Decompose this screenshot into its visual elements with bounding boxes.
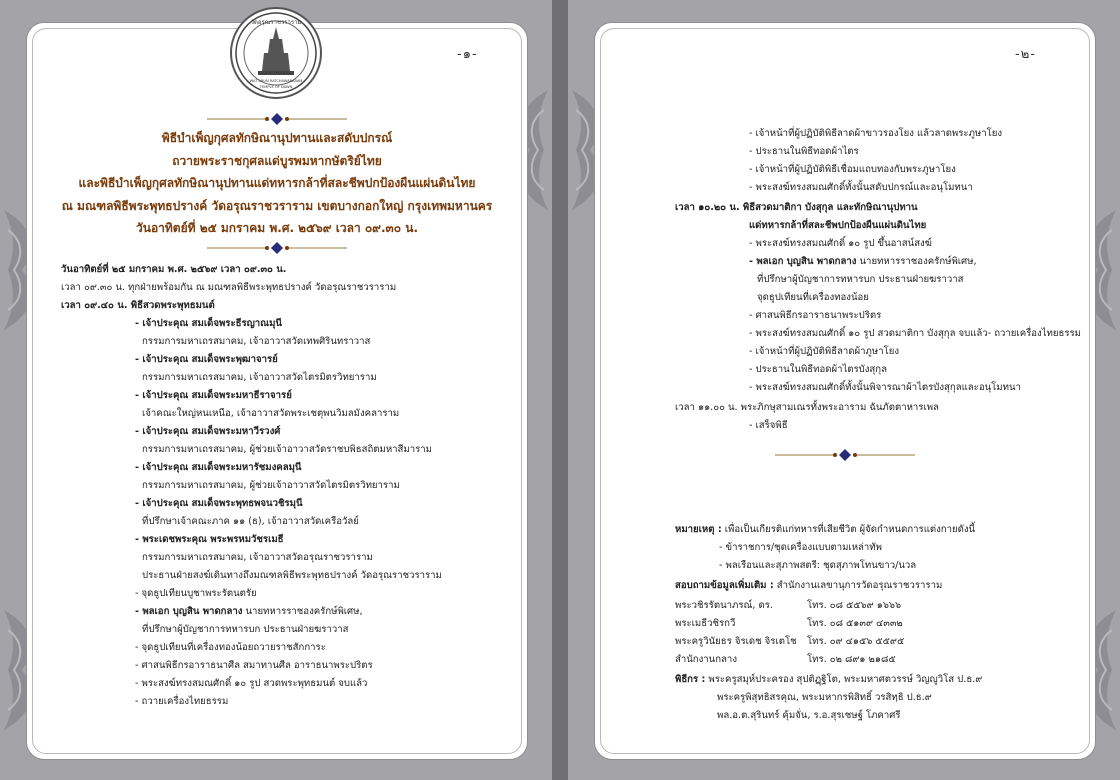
schedule-step: - ประธานในพิธีทอดผ้าไตร xyxy=(749,146,859,157)
mc-line: พระครูพิสุทธิสรคุณ, พระมหากรพิสิทธิ์ วรสิทฺธิ ป.ธ.๙ xyxy=(717,692,932,703)
monk-title: กรรมการมหาเถรสมาคม, เจ้าอาวาสวัดเทพศิรินทราวาส xyxy=(142,336,371,347)
divider-icon xyxy=(207,240,347,254)
left-page xyxy=(0,0,552,780)
seal-text-bottom: TEMPLE OF DAWN xyxy=(259,85,293,89)
schedule-step: - เสร็จพิธี xyxy=(749,420,788,431)
seal-label: วัดอรุณราชวราราม xyxy=(250,19,302,26)
divider-icon xyxy=(207,111,347,125)
contact-name: สำนักงานกลาง xyxy=(675,654,737,665)
schedule-line: เวลา ๐๙.๔๐ น. พิธีสวดพระพุทธมนต์ xyxy=(61,300,215,311)
title-line: ถวายพระราชกุศลแด่บูรพมหากษัตริย์ไทย xyxy=(172,153,382,168)
monk-name: - เจ้าประคุณ สมเด็จพระพุฒาจารย์ xyxy=(135,354,278,365)
contact-text: สำนักงานเลขานุการวัดอรุณราชวราราม xyxy=(776,580,943,591)
monk-name: - เจ้าประคุณ สมเด็จพระมหาธีราจารย์ xyxy=(135,390,292,401)
temple-seal xyxy=(230,7,322,99)
monk-name: - เจ้าประคุณ สมเด็จพระพุทธพจนวชิรมุนี xyxy=(135,498,303,509)
contact-name: พระครูวินัยธร จิรเดช จิรเตโช xyxy=(675,636,797,647)
schedule-step: - เจ้าหน้าที่ผู้ปฏิบัติพิธีลาดผ้าขาวรองโยง แล้วลาดพระภูษาโยง xyxy=(749,128,1003,139)
contact-name: พระเมธีวชิรกวี xyxy=(675,618,736,629)
note-item: - ข้าราชการ/ชุดเครื่องแบบตามเหล่าทัพ xyxy=(719,542,882,553)
schedule-line: เวลา ๐๙.๓๐ น. ทุกฝ่ายพร้อมกัน ณ มณฑลพิธีพระพุทธปรางค์ วัดอรุณราชวราราม xyxy=(61,282,397,293)
schedule-line: ประธานฝ่ายสงฆ์เดินทางถึงมณฑลพิธีพระพุทธปรางค์ วัดอรุณราชวราราม xyxy=(142,570,442,581)
schedule-step: - เจ้าหน้าที่ผู้ปฏิบัติพิธีลาดผ้าภูษาโยง xyxy=(749,346,900,357)
monk-name: - เจ้าประคุณ สมเด็จพระมหารัชมงคลมุนี xyxy=(135,462,302,473)
schedule-step: - พลเอก บุญสิน พาดกลาง นายทหารราชองครักษ์พิเศษ, xyxy=(135,606,363,617)
schedule-step: - ศาสนพิธีกรอาราธนาพระปริตร xyxy=(749,310,882,321)
honor-title: นายทหารราชองครักษ์พิเศษ, xyxy=(859,256,977,267)
contact-tel: โทร. ๐๒ ๘๙๑ ๒๑๘๕ xyxy=(807,654,896,665)
title-line: และพิธีบำเพ็ญกุศลทักษิณานุปทานแด่ทหารกล้าที่สละชีพปกป้องผืนแผ่นดินไทย xyxy=(78,176,476,190)
program-title xyxy=(37,127,517,240)
schedule-line: ที่ปรึกษาผู้บัญชาการทหารบก ประธานฝ่ายฆราวาส xyxy=(757,274,964,285)
contact xyxy=(675,579,942,593)
mc-line: พระครูสมุห์ประครอง สุปติฏฺฐิโต, พระมหาศตวรรษ์ วิญญูวิโส ป.ธ.๙ xyxy=(708,674,983,685)
honor-title: นายทหารราชองครักษ์พิเศษ, xyxy=(245,606,363,617)
document-frame xyxy=(594,22,1096,760)
note-text: เพื่อเป็นเกียรติแก่ทหารที่เสียชีวิต ผู้จัดกำหนดการแต่งกายดังนี้ xyxy=(724,524,976,535)
contact-tel: โทร. ๐๙ ๔๑๕๖ ๕๕๙๕ xyxy=(807,636,905,647)
schedule-step: - จุดธูปเทียนบูชาพระรัตนตรัย xyxy=(135,588,257,599)
schedule-step: - ถวายเครื่องไทยธรรม xyxy=(135,696,229,707)
page-number: -๑- xyxy=(457,47,478,62)
schedule-step: - พระสงฆ์ทรงสมณศักดิ์ ๑๐ รูป สวดพระพุทธมนต์ จบแล้ว xyxy=(135,678,368,689)
schedule-step: - พระสงฆ์ทรงสมณศักดิ์ทั้งนั้นพิจารณาผ้าไตรบังสุกุลและอนุโมทนา xyxy=(749,382,1021,393)
title-line: พิธีบำเพ็ญกุศลทักษิณานุปทานและสดับปกรณ์ xyxy=(161,131,393,145)
schedule-step: - จุดธูปเทียนที่เครื่องทองน้อยถวายราชสักการะ xyxy=(135,642,326,653)
schedule-step: - เจ้าหน้าที่ผู้ปฏิบัติพิธีเชื่อมแถบทองกับพระภูษาโยง xyxy=(749,164,956,175)
monk-title: กรรมการมหาเถรสมาคม, เจ้าอาวาสวัดอรุณราชวราราม xyxy=(142,552,373,563)
contact-tel: โทร. ๐๘ ๕๑๓๙ ๔๓๓๒ xyxy=(807,618,903,629)
schedule-step: - พลเอก บุญสิน พาดกลาง นายทหารราชองครักษ์พิเศษ, xyxy=(749,256,977,267)
schedule-line: แด่ทหารกล้าที่สละชีพปกป้องผืนแผ่นดินไทย xyxy=(749,220,927,231)
monk-title: ที่ปรึกษาเจ้าคณะภาค ๑๑ (ธ), เจ้าอาวาสวัดเครือวัลย์ xyxy=(142,516,359,527)
schedule-step: - พระสงฆ์ทรงสมณศักดิ์ ๑๐ รูป ขึ้นอาสน์สงฆ์ xyxy=(749,238,932,249)
mc-label: พิธีกร : xyxy=(675,674,706,685)
note-label: หมายเหตุ : xyxy=(675,524,722,535)
note xyxy=(675,523,975,537)
monk-name: - เจ้าประคุณ สมเด็จพระมหาวีรวงศ์ xyxy=(135,426,281,437)
page-gutter xyxy=(552,0,568,780)
schedule-step: - ศาสนพิธีกรอาราธนาศีล สมาทานศีล อาราธนาพระปริตร xyxy=(135,660,373,671)
monk-title: เจ้าคณะใหญ่หนเหนือ, เจ้าอาวาสวัดพระเชตุพนวิมลมังคลาราม xyxy=(142,408,400,419)
seal-text-lower: WAT ARUN RATCHAWARARAM xyxy=(249,79,303,83)
schedule-line: เวลา ๑๐.๒๐ น. พิธีสวดมาติกา บังสุกุล และทักษิณานุปทาน xyxy=(675,202,918,213)
contact-label: สอบถามข้อมูลเพิ่มเติม : xyxy=(675,580,774,591)
title-line: ณ มณฑลพิธีพระพุทธปรางค์ วัดอรุณราชวราราม เขตบางกอกใหญ่ กรุงเทพมหานคร xyxy=(61,198,493,213)
schedule-line: เวลา ๑๑.๐๐ น. พระภิกษุสามเณรทั้งพระอาราม ฉันภัตตาหารเพล xyxy=(675,402,939,413)
right-page xyxy=(568,0,1120,780)
schedule-step: - พระสงฆ์ทรงสมณศักดิ์ ๑๐ รูป สวดมาติกา บังสุกุล จบแล้ว- ถวายเครื่องไทยธรรม xyxy=(749,328,1081,339)
document-frame xyxy=(26,19,528,760)
contact-tel: โทร. ๐๘ ๕๕๖๙ ๑๖๖๖ xyxy=(807,600,902,611)
schedule-step: - พระสงฆ์ทรงสมณศักดิ์ทั้งนั้นสดับปกรณ์และอนุโมทนา xyxy=(749,182,973,193)
schedule-step: - ประธานในพิธีทอดผ้าไตรบังสุกุล xyxy=(749,364,887,375)
monk-title: กรรมการมหาเถรสมาคม, เจ้าอาวาสวัดไตรมิตรวิทยาราม xyxy=(142,372,377,383)
page-number: -๒- xyxy=(1015,47,1036,62)
monk-name: - พระเดชพระคุณ พระพรหมวัชรเมธี xyxy=(135,534,284,545)
monk-name: - เจ้าประคุณ สมเด็จพระธีรญาณมุนี xyxy=(135,318,282,329)
monk-title: กรรมการมหาเถรสมาคม, ผู้ช่วยเจ้าอาวาสวัดไตรมิตรวิทยาราม xyxy=(142,480,400,491)
mc-line: พล.อ.ต.สุรินทร์ คุ้มจั่น, ร.อ.สุรเชษฐ์ โภคาศรี xyxy=(717,710,901,721)
schedule-line: ที่ปรึกษาผู้บัญชาการทหารบก ประธานฝ่ายฆราวาส xyxy=(142,624,349,635)
note-item: - พลเรือนและสุภาพสตรี: ชุดสุภาพโทนขาว/นวล xyxy=(719,560,917,571)
title-line: วันอาทิตย์ที่ ๒๕ มกราคม พ.ศ. ๒๕๖๙ เวลา ๐๙.๓๐ น. xyxy=(136,221,418,235)
monk-title: กรรมการมหาเถรสมาคม, ผู้ช่วยเจ้าอาวาสวัดราชบพิธสถิตมหาสีมาราม xyxy=(142,444,432,455)
mc xyxy=(675,673,982,687)
schedule-line: จุดธูปเทียนที่เครื่องทองน้อย xyxy=(757,292,869,303)
divider-icon xyxy=(775,447,915,461)
contact-name: พระวชิรรัตนาภรณ์, ดร. xyxy=(675,600,773,611)
schedule-date: วันอาทิตย์ที่ ๒๕ มกราคม พ.ศ. ๒๕๖๙ เวลา ๐๙.๓๐ น. xyxy=(61,264,287,275)
